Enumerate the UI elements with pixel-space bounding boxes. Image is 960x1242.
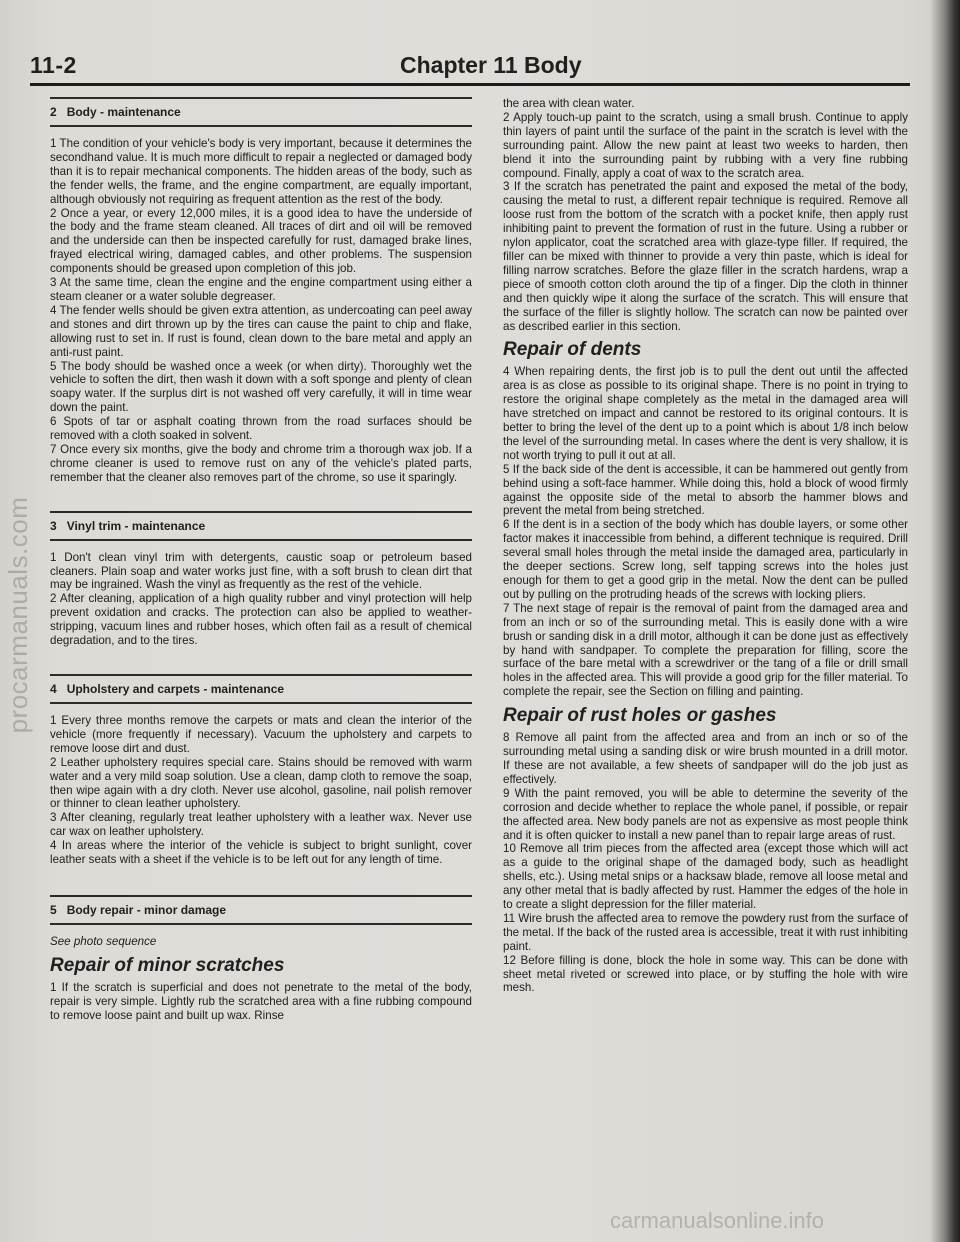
paragraph: 4 In areas where the interior of the vehicle is subject to bright sunlight, cover leather seats with a sheet if the vehicle is to be left out for any length of time. — [50, 839, 472, 867]
paragraph: 8 Remove all paint from the affected area and from an inch or so of the surrounding metal using a sanding disk or wire brush mounted in a drill motor. If these are not available, a few sheets of sandpaper will do the job just as effectively. — [503, 731, 908, 786]
paragraph: 2 Leather upholstery requires special care. Stains should be removed with warm water and a very mild soap solution. Use a clean, damp cloth to remove the soap, then wipe again with a dry cloth. Never use alcohol, gasoline, nail polish remover or thinner to clean leather upholstery. — [50, 755, 472, 811]
right-column — [503, 97, 908, 995]
spacer — [50, 541, 472, 551]
chapter-title: Chapter 11 Body — [400, 52, 582, 78]
spacer — [50, 648, 472, 674]
subheading-rust-holes: Repair of rust holes or gashes — [503, 705, 777, 727]
paragraph: 7 Once every six months, give the body and chrome trim a thorough wax job. If a chrome cleaner is used to remove rust on any of the vehicle's plated parts, remember that the cleaner also removes part of the chrome, so use it sparingly. — [50, 442, 472, 484]
section-title: Vinyl trim - maintenance — [66, 518, 206, 533]
page-number: 11-2 — [30, 52, 77, 78]
paragraph: 6 If the dent is in a section of the body which has double layers, or some other factor makes it inaccessible from behind, a different technique is required. Drill several small holes through the metal inside the damaged area, particularly in the deeper sections. Screw long, self tapping screws into the holes just enough for them to get a good grip in the metal. Now the dent can be pulled out by pulling on the protruding heads of the screws with locking pliers. — [503, 518, 908, 601]
paragraph: 5 The body should be washed once a week (or when dirty). Thoroughly wet the vehicle to soften the dirt, then wash it down with a soft sponge and plenty of clean soapy water. If the surplus dirt is not washed off very carefully, it will in time wear down the paint. — [50, 359, 472, 415]
spacer — [50, 127, 472, 137]
paragraph: 4 The fender wells should be given extra attention, as undercoating can peel away and stones and dirt thrown up by the tires can cause the paint to chip and flake, allowing rust to set in. If rust is found, clean down to the bare metal and apply an anti-rust paint. — [50, 303, 472, 359]
paragraph: 9 With the paint removed, you will be able to determine the severity of the corrosion and decide whether to replace the whole panel, if possible, or repair the affected area. New body panels are not as expensive as most people think and it is often quicker to install a new panel than to repair large areas of rust. — [503, 786, 908, 842]
left-column — [50, 97, 472, 1023]
section-heading-2 — [50, 97, 472, 127]
paragraph: 1 Every three months remove the carpets or mats and clean the interior of the vehicle (more frequently if necessary). Vacuum the upholstery and carpets to remove loose dirt and dust. — [50, 714, 472, 755]
section-title: Body repair - minor damage — [66, 902, 227, 917]
subheading-minor-scratches: Repair of minor scratches — [50, 954, 285, 976]
side-watermark: procarmanuals.com — [3, 496, 33, 734]
see-photo-note: See photo sequence — [50, 934, 157, 948]
paragraph: 12 Before filling is done, block the hole in some way. This can be done with sheet metal riveted or screwed into place, or by stuffing the hole with wire mesh. — [503, 953, 908, 995]
book-spine-shadow — [930, 0, 960, 1242]
paragraph: 3 If the scratch has penetrated the paint and exposed the metal of the body, causing the metal to rust, a different repair technique is required. Remove all loose rust from the bottom of the scratch with a pocket knife, then apply rust inhibiting paint to prevent the formation of rust in the future. Using a rubber or nylon applicator, coat the scratched area with glaze-type filler. If required, the filler can be mixed with thinner to provide a very thin paste, which is ideal for filling narrow scratches. Before the glaze filler in the scratch hardens, wrap a piece of smooth cotton cloth around the tip of a finger. Dip the cloth in thinner and then quickly wipe it along the surface of the scratch. This will ensure that the surface of the filler is slightly hollow. The scratch can now be painted over as described earlier in this section. — [503, 180, 908, 333]
paragraph: 1 If the scratch is superficial and does not penetrate to the metal of the body, repair is very simple. Lightly rub the scratched area with a fine rubbing compound to remove loose paint and built up wax. Rinse — [50, 980, 472, 1022]
section-number: 3 — [50, 518, 57, 533]
paragraph: 2 After cleaning, application of a high quality rubber and vinyl protection will help prevent oxidation and cracks. The protection can also be applied to weather-stripping, vacuum lines and rubber hoses, which often fail as a result of chemical degradation, and to the tires. — [50, 592, 472, 648]
paragraph: 2 Apply touch-up paint to the scratch, using a small brush. Continue to apply thin layers of paint until the surface of the paint in the scratch is level with the surrounding paint. Allow the new paint at least two weeks to harden, then blend it into the surrounding paint by rubbing with a very fine rubbing compound. Finally, apply a coat of wax to the scratch area. — [503, 110, 908, 180]
spacer — [50, 485, 472, 511]
paragraph: 6 Spots of tar or asphalt coating thrown from the road surfaces should be removed with a cloth soaked in solvent. — [50, 415, 472, 443]
section-number: 5 — [50, 902, 57, 917]
section-heading-3 — [50, 511, 472, 541]
bottom-watermark: carmanualsonline.info — [610, 1208, 825, 1233]
paragraph: 3 At the same time, clean the engine and the engine compartment using either a steam cleaner or a water soluble degreaser. — [50, 276, 472, 303]
subheading-dents: Repair of dents — [503, 339, 642, 361]
paragraph: 2 Once a year, or every 12,000 miles, it is a good idea to have the underside of the body and the frame steam cleaned. All traces of dirt and oil will be removed and the underside can then be inspected carefully for rust, damaged brake lines, frayed electrical wiring, damaged cables, and other problems. The suspension components should be greased upon completion of this job. — [50, 206, 472, 276]
section-number: 4 — [50, 682, 57, 696]
paragraph: 7 The next stage of repair is the removal of paint from the damaged area and from an inch or so of the surrounding metal. This is easily done with a wire brush or sanding disk in a drill motor, although it can be done just as effectively by hand with sandpaper. To complete the preparation for filling, score the surface of the bare metal with a screwdriver or the tang of a file or drill small holes in the affected area. This will provide a good grip for the filler material. To complete the repair, see the Section on filling and painting. — [503, 601, 908, 699]
spacer — [50, 925, 472, 935]
section-number: 2 — [50, 105, 57, 119]
paragraph: 10 Remove all trim pieces from the affected area (except those which will act as a guide to the original shape of the damaged body, such as headlight shells, etc.). Using metal snips or a hacksaw blade, remove all loose metal and any other metal that is badly affected by rust. Hammer the edges of the hole in to create a slight depression for the filler material. — [503, 842, 908, 912]
section-title: Body - maintenance — [66, 105, 181, 119]
paragraph: 3 After cleaning, regularly treat leather upholstery with a leather wax. Never use car wax on leather upholstery. — [50, 811, 472, 839]
paragraph: 5 If the back side of the dent is accessible, it can be hammered out gently from behind using a soft-face hammer. While doing this, hold a block of wood firmly against the opposite side of the metal to absorb the hammer blows and prevent the metal from being stretched. — [503, 462, 908, 518]
section-title: Upholstery and carpets - maintenance — [66, 682, 285, 696]
spacer — [50, 867, 472, 895]
section-heading-4 — [50, 674, 472, 704]
paragraph: 11 Wire brush the affected area to remove the powdery rust from the surface of the metal. If the back of the rusted area is accessible, treat it with rust inhibiting paint. — [503, 911, 908, 953]
paragraph: 1 The condition of your vehicle's body is very important, because it determines the secondhand value. It is much more difficult to repair a neglected or damaged body than it is to repair mechanical components. The hidden areas of the body, such as the fender wells, the frame, and the engine compartment, are equally important, although obviously not requiring as frequent attention as the rest of the body. — [50, 137, 472, 206]
paragraph: the area with clean water. — [503, 97, 635, 110]
spacer — [50, 704, 472, 714]
paragraph: 4 When repairing dents, the first job is to pull the dent out until the affected area is as close as possible to its original shape. There is no point in trying to restore the original shape completely as the metal in the damaged area will have stretched on impact and cannot be restored to its original contours. It is better to bring the level of the dent up to a point which is about 1/8 inch below the level of the surrounding metal. In cases where the dent is very shallow, it is not worth trying to pull it out at all. — [503, 365, 908, 462]
paragraph: 1 Don't clean vinyl trim with detergents, caustic soap or petroleum based cleaners. Plain soap and water works just fine, with a soft brush to clean dirt that may be ingrained. Wash the vinyl as frequently as the rest of the vehicle. — [50, 550, 472, 592]
section-heading-5 — [50, 895, 472, 925]
header-rule — [30, 83, 910, 86]
